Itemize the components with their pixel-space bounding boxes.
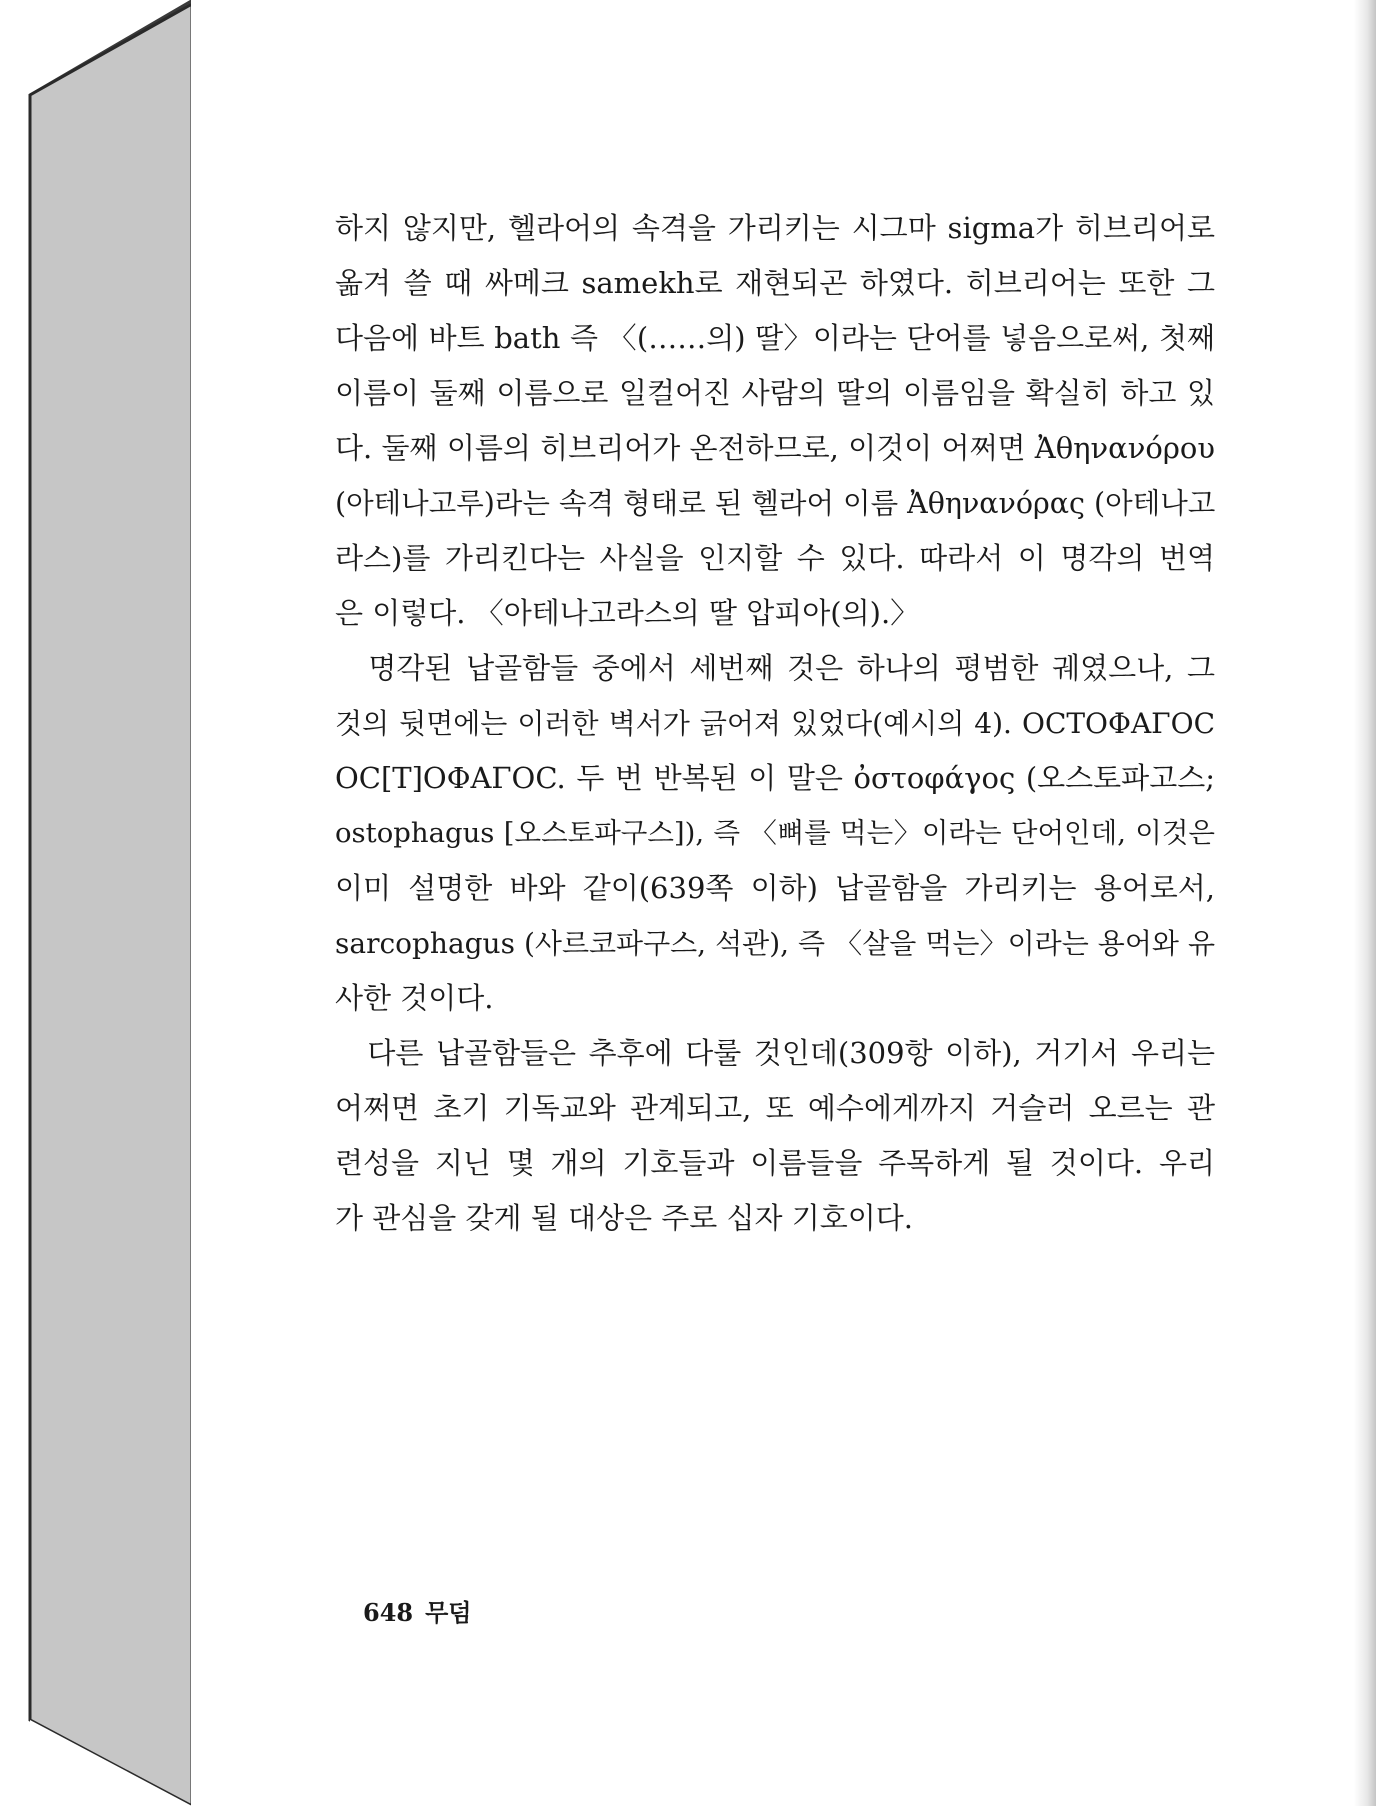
page-footer: [363, 1593, 483, 1628]
book-spine: [0, 0, 200, 1806]
text-line: ostophagus [오스토파구스]), 즉 〈뼈를 먹는〉이라는 단어인데, 이것은: [335, 817, 1215, 849]
text-line: ΟC[Τ]ΟΦΑΓΟC. 두 번 반복된 이 말은 ὀστοφάγος (오스토파고스;: [335, 761, 1215, 795]
book-side-face: [30, 4, 192, 1806]
page-number: 648: [363, 1598, 414, 1627]
text-line: sarcophagus (사르코파구스, 석관), 즉 〈살을 먹는〉이라는 용어와 유: [335, 927, 1215, 960]
text-line: 다. 둘째 이름의 히브리어가 온전하므로, 이것이 어쩌면 Ἀθηνανόρου: [335, 431, 1215, 465]
text-line: 련성을 지닌 몇 개의 기호들과 이름들을 주목하게 될 것이다. 우리: [335, 1146, 1215, 1180]
page-edge-shadow: [1354, 0, 1376, 1806]
text-line: 하지 않지만, 헬라어의 속격을 가리키는 시그마 sigma가 히브리어로: [335, 211, 1215, 245]
text-line: 라스)를 가리킨다는 사실을 인지할 수 있다. 따라서 이 명각의 번역: [335, 541, 1215, 575]
text-line: 이름이 둘째 이름으로 일컬어진 사람의 딸의 이름임을 확실히 하고 있: [335, 376, 1215, 410]
text-line: 다른 납골함들은 추후에 다룰 것인데(309항 이하), 거기서 우리는: [335, 1036, 1215, 1070]
text-line: 명각된 납골함들 중에서 세번째 것은 하나의 평범한 궤였으나, 그: [335, 651, 1215, 685]
text-line: 사한 것이다.: [335, 981, 494, 1015]
text-line: (아테나고루)라는 속격 형태로 된 헬라어 이름 Ἀθηνανόρας (아테나고: [335, 487, 1215, 520]
text-line: 어쩌면 초기 기독교와 관계되고, 또 예수에게까지 거슬러 오르는 관: [335, 1091, 1215, 1125]
text-line: 옮겨 쓸 때 싸메크 samekh로 재현되곤 하였다. 히브리어는 또한 그: [335, 266, 1215, 300]
text-line: 다음에 바트 bath 즉 〈(……의) 딸〉이라는 단어를 넣음으로써, 첫째: [335, 321, 1215, 355]
body-text: [335, 201, 1215, 1246]
text-line: 가 관심을 갖게 될 대상은 주로 십자 기호이다.: [335, 1201, 913, 1235]
text-line: 것의 뒷면에는 이러한 벽서가 긁어져 있었다(예시의 4). ΟCΤΟΦΑΓΟC: [335, 707, 1215, 740]
text-line: 은 이렇다. 〈아테나고라스의 딸 압피아(의).〉: [335, 596, 920, 630]
section-title: 무덤: [425, 1598, 472, 1627]
text-line: 이미 설명한 바와 같이(639쪽 이하) 납골함을 가리키는 용어로서,: [335, 871, 1215, 905]
